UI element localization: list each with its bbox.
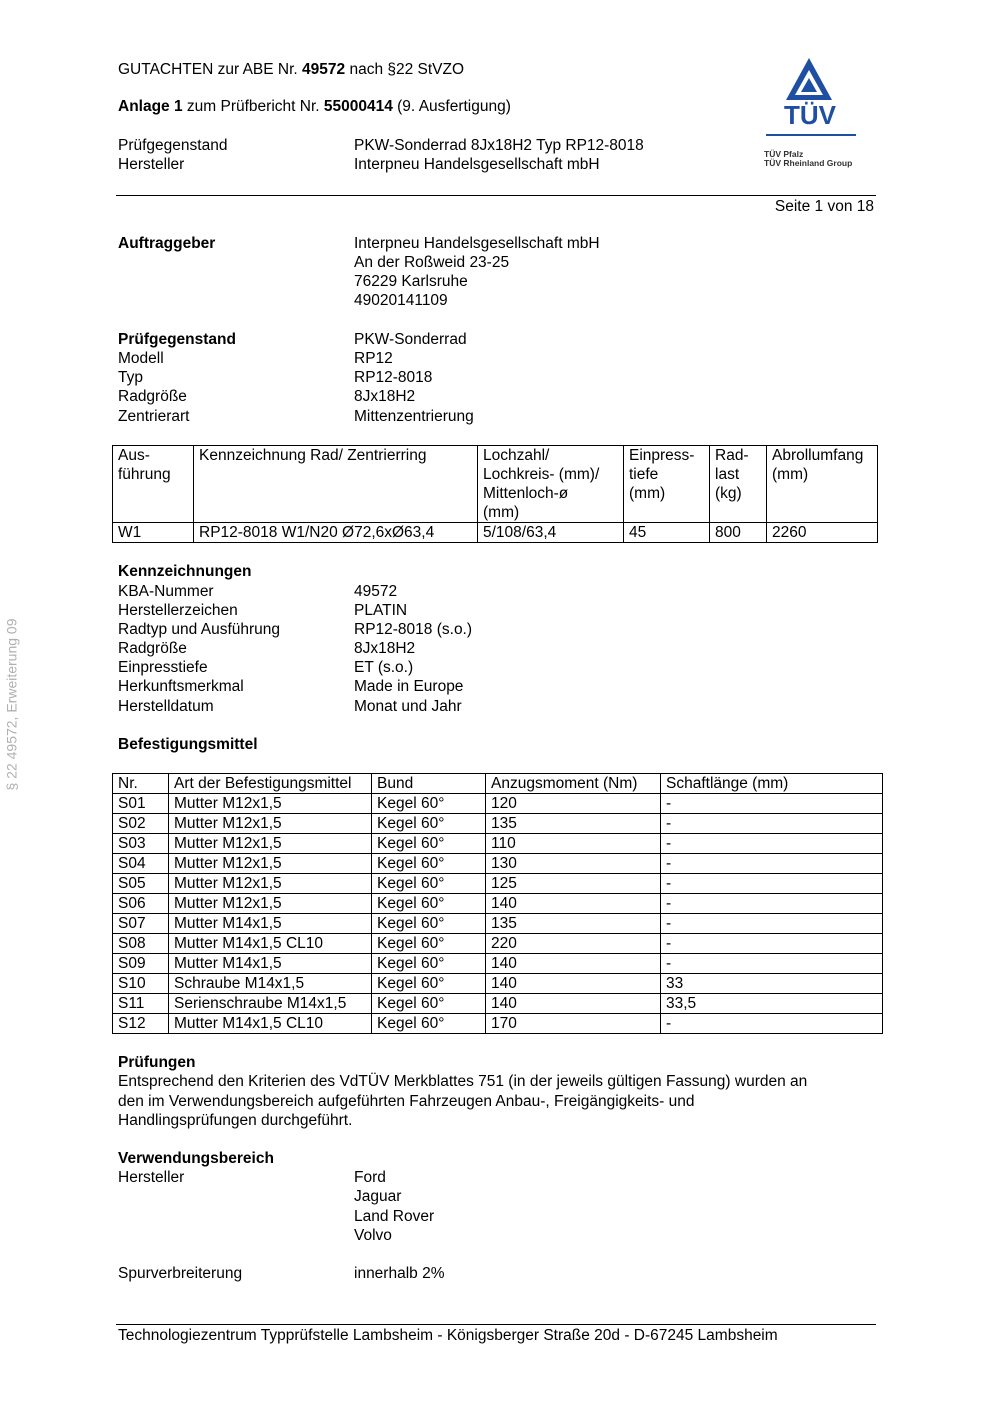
fastener-cell: 33 xyxy=(661,974,883,994)
fasteners-header-cell: Art der Befestigungsmittel xyxy=(169,774,372,794)
variant-header-cell: Abrollumfang (mm) xyxy=(767,446,878,523)
fastener-cell: Kegel 60° xyxy=(372,954,486,974)
track-width-label: Spurverbreiterung xyxy=(118,1265,243,1282)
fastener-cell: - xyxy=(661,874,883,894)
fastener-cell: S08 xyxy=(113,934,169,954)
fastener-cell: Mutter M12x1,5 xyxy=(169,794,372,814)
marking-value: 8Jx18H2 xyxy=(354,640,416,657)
markings-title: Kennzeichnungen xyxy=(118,563,252,580)
variant-header-cell: Lochzahl/ Lochkreis- (mm)/ Mittenloch-ø (mm) xyxy=(478,446,624,523)
copy-note: (9. Ausfertigung) xyxy=(392,98,511,115)
fasteners-table xyxy=(112,773,883,1034)
fastener-cell: Kegel 60° xyxy=(372,894,486,914)
table-row xyxy=(113,814,883,834)
fastener-cell: Kegel 60° xyxy=(372,794,486,814)
fasteners-header-row xyxy=(113,774,883,794)
fastener-cell: 170 xyxy=(486,1014,661,1034)
client-name: Interpneu Handelsgesellschaft mbH xyxy=(354,235,600,252)
report-title xyxy=(118,60,464,79)
fasteners-body xyxy=(113,794,883,1034)
model-value: RP12 xyxy=(354,350,393,367)
fastener-cell: S10 xyxy=(113,974,169,994)
client-label: Auftraggeber xyxy=(118,235,216,252)
fastener-cell: Mutter M14x1,5 CL10 xyxy=(169,934,372,954)
fastener-cell: - xyxy=(661,934,883,954)
fastener-cell: Mutter M14x1,5 CL10 xyxy=(169,1014,372,1034)
tuv-logo xyxy=(762,56,862,176)
header-manufacturer-label: Hersteller xyxy=(118,156,185,173)
fastener-cell: S07 xyxy=(113,914,169,934)
variant-cell: RP12-8018 W1/N20 Ø72,6xØ63,4 xyxy=(194,523,478,543)
tests-text-line: Handlingsprüfungen durchgeführt. xyxy=(118,1112,353,1129)
table-row xyxy=(113,914,883,934)
header-divider xyxy=(116,195,876,196)
variant-header-cell: Einpress- tiefe (mm) xyxy=(624,446,710,523)
fastener-cell: S02 xyxy=(113,814,169,834)
fastener-cell: Kegel 60° xyxy=(372,834,486,854)
marking-label: Herkunftsmerkmal xyxy=(118,678,244,695)
centering-label: Zentrierart xyxy=(118,408,190,425)
table-row xyxy=(113,1014,883,1034)
table-row xyxy=(113,894,883,914)
fastener-cell: Kegel 60° xyxy=(372,914,486,934)
table-row xyxy=(113,874,883,894)
centering-value: Mittenzentrierung xyxy=(354,408,474,425)
marking-value: ET (s.o.) xyxy=(354,659,414,676)
fastener-cell: Schraube M14x1,5 xyxy=(169,974,372,994)
fastener-cell: S12 xyxy=(113,1014,169,1034)
table-row xyxy=(113,523,878,543)
usage-title: Verwendungsbereich xyxy=(118,1150,274,1167)
annex-line xyxy=(118,97,511,116)
fastener-cell: Mutter M14x1,5 xyxy=(169,914,372,934)
side-margin-text: § 22 49572, Erweiterung 09 xyxy=(3,618,20,791)
marking-label: Radtyp und Ausführung xyxy=(118,621,281,638)
fastener-cell: Serienschraube M14x1,5 xyxy=(169,994,372,1014)
tuv-group-text: TÜV Rheinland Group xyxy=(764,158,853,168)
fastener-cell: 120 xyxy=(486,794,661,814)
fastener-cell: 125 xyxy=(486,874,661,894)
fastener-cell: 140 xyxy=(486,954,661,974)
marking-value: 49572 xyxy=(354,583,398,600)
fastener-cell: 135 xyxy=(486,914,661,934)
table-row xyxy=(113,854,883,874)
fastener-cell: S09 xyxy=(113,954,169,974)
marking-value: Monat und Jahr xyxy=(354,698,462,715)
fastener-cell: - xyxy=(661,1014,883,1034)
track-width-value: innerhalb 2% xyxy=(354,1265,445,1282)
fastener-cell: Kegel 60° xyxy=(372,874,486,894)
fastener-cell: 130 xyxy=(486,854,661,874)
variant-header-cell: Kennzeichnung Rad/ Zentrierring xyxy=(194,446,478,523)
table-row xyxy=(113,794,883,814)
fastener-cell: S11 xyxy=(113,994,169,1014)
usage-manufacturer: Ford xyxy=(354,1169,386,1186)
variant-header-row xyxy=(113,446,878,523)
client-city: 76229 Karlsruhe xyxy=(354,273,468,290)
client-id: 49020141109 xyxy=(354,292,448,309)
fastener-cell: S04 xyxy=(113,854,169,874)
report-number: 55000414 xyxy=(323,98,393,115)
marking-label: KBA-Nummer xyxy=(118,583,214,600)
annex-label: Anlage 1 xyxy=(118,98,183,115)
fastener-cell: - xyxy=(661,794,883,814)
fastener-cell: 135 xyxy=(486,814,661,834)
fastener-cell: - xyxy=(661,894,883,914)
fastener-cell: Mutter M14x1,5 xyxy=(169,954,372,974)
title-suffix: nach §22 StVZO xyxy=(345,61,465,78)
page-number: Seite 1 von 18 xyxy=(774,198,874,215)
tuv-logo-text: TÜV xyxy=(784,100,836,130)
header-manufacturer-value: Interpneu Handelsgesellschaft mbH xyxy=(354,156,600,173)
variant-table xyxy=(112,445,878,543)
variant-header-cell: Aus- führung xyxy=(113,446,194,523)
subject-label: Prüfgegenstand xyxy=(118,331,236,348)
tests-text-line: den im Verwendungsbereich aufgeführten Fahrzeugen Anbau-, Freigängigkeits- und xyxy=(118,1093,695,1110)
fastener-cell: Kegel 60° xyxy=(372,814,486,834)
subject-value: PKW-Sonderrad xyxy=(354,331,467,348)
marking-label: Einpresstiefe xyxy=(118,659,208,676)
variant-header-cell: Rad- last (kg) xyxy=(710,446,767,523)
fastener-cell: 33,5 xyxy=(661,994,883,1014)
wheel-size-value: 8Jx18H2 xyxy=(354,388,416,405)
type-value: RP12-8018 xyxy=(354,369,433,386)
marking-label: Herstelldatum xyxy=(118,698,214,715)
fastener-cell: - xyxy=(661,854,883,874)
variant-cell: 45 xyxy=(624,523,710,543)
marking-value: Made in Europe xyxy=(354,678,464,695)
fastener-cell: 220 xyxy=(486,934,661,954)
fastener-cell: Mutter M12x1,5 xyxy=(169,894,372,914)
footer-address: Technologiezentrum Typprüfstelle Lambsheim - Königsberger Straße 20d - D-67245 Lambsheim xyxy=(118,1327,778,1344)
variant-cell: 2260 xyxy=(767,523,878,543)
tests-text-line: Entsprechend den Kriterien des VdTÜV Merkblattes 751 (in der jeweils gültigen Fassung) wurden an xyxy=(118,1073,808,1090)
marking-value: PLATIN xyxy=(354,602,408,619)
fastener-cell: Kegel 60° xyxy=(372,934,486,954)
client-street: An der Roßweid 23-25 xyxy=(354,254,510,271)
usage-manufacturer: Jaguar xyxy=(354,1188,402,1205)
usage-manufacturer-label: Hersteller xyxy=(118,1169,185,1186)
usage-manufacturer: Land Rover xyxy=(354,1208,435,1225)
fastener-cell: - xyxy=(661,954,883,974)
header-subject-value: PKW-Sonderrad 8Jx18H2 Typ RP12-8018 xyxy=(354,137,644,154)
marking-label: Herstellerzeichen xyxy=(118,602,238,619)
table-row xyxy=(113,974,883,994)
fastener-cell: 110 xyxy=(486,834,661,854)
title-prefix: GUTACHTEN zur ABE Nr. xyxy=(118,61,303,78)
fastener-cell: Kegel 60° xyxy=(372,854,486,874)
fasteners-title: Befestigungsmittel xyxy=(118,736,258,753)
table-row xyxy=(113,834,883,854)
fasteners-header-cell: Schaftlänge (mm) xyxy=(661,774,883,794)
fastener-cell: - xyxy=(661,834,883,854)
table-row xyxy=(113,934,883,954)
fastener-cell: S01 xyxy=(113,794,169,814)
variant-cell: 800 xyxy=(710,523,767,543)
fastener-cell: Kegel 60° xyxy=(372,994,486,1014)
table-row xyxy=(113,954,883,974)
type-label: Typ xyxy=(118,369,143,386)
fastener-cell: S03 xyxy=(113,834,169,854)
fastener-cell: Kegel 60° xyxy=(372,1014,486,1034)
fasteners-header-cell: Bund xyxy=(372,774,486,794)
fastener-cell: 140 xyxy=(486,994,661,1014)
fastener-cell: S05 xyxy=(113,874,169,894)
fastener-cell: 140 xyxy=(486,894,661,914)
footer-divider xyxy=(116,1324,876,1325)
abe-number: 49572 xyxy=(302,61,346,78)
fasteners-header-cell: Anzugsmoment (Nm) xyxy=(486,774,661,794)
fastener-cell: - xyxy=(661,814,883,834)
fastener-cell: Mutter M12x1,5 xyxy=(169,834,372,854)
header-subject-label: Prüfgegenstand xyxy=(118,137,228,154)
fastener-cell: - xyxy=(661,914,883,934)
fastener-cell: Mutter M12x1,5 xyxy=(169,814,372,834)
fastener-cell: Kegel 60° xyxy=(372,974,486,994)
logo-divider xyxy=(766,134,856,136)
variant-cell: W1 xyxy=(113,523,194,543)
fastener-cell: 140 xyxy=(486,974,661,994)
table-row xyxy=(113,994,883,1014)
model-label: Modell xyxy=(118,350,164,367)
marking-value: RP12-8018 (s.o.) xyxy=(354,621,473,638)
marking-label: Radgröße xyxy=(118,640,187,657)
fasteners-header-cell: Nr. xyxy=(113,774,169,794)
variant-cell: 5/108/63,4 xyxy=(478,523,624,543)
fastener-cell: Mutter M12x1,5 xyxy=(169,854,372,874)
tests-title: Prüfungen xyxy=(118,1054,196,1071)
tuv-pfalz-text: TÜV Pfalz xyxy=(764,149,804,159)
fastener-cell: Mutter M12x1,5 xyxy=(169,874,372,894)
usage-manufacturer: Volvo xyxy=(354,1227,392,1244)
fastener-cell: S06 xyxy=(113,894,169,914)
wheel-size-label: Radgröße xyxy=(118,388,187,405)
annex-text: zum Prüfbericht Nr. xyxy=(182,98,324,115)
